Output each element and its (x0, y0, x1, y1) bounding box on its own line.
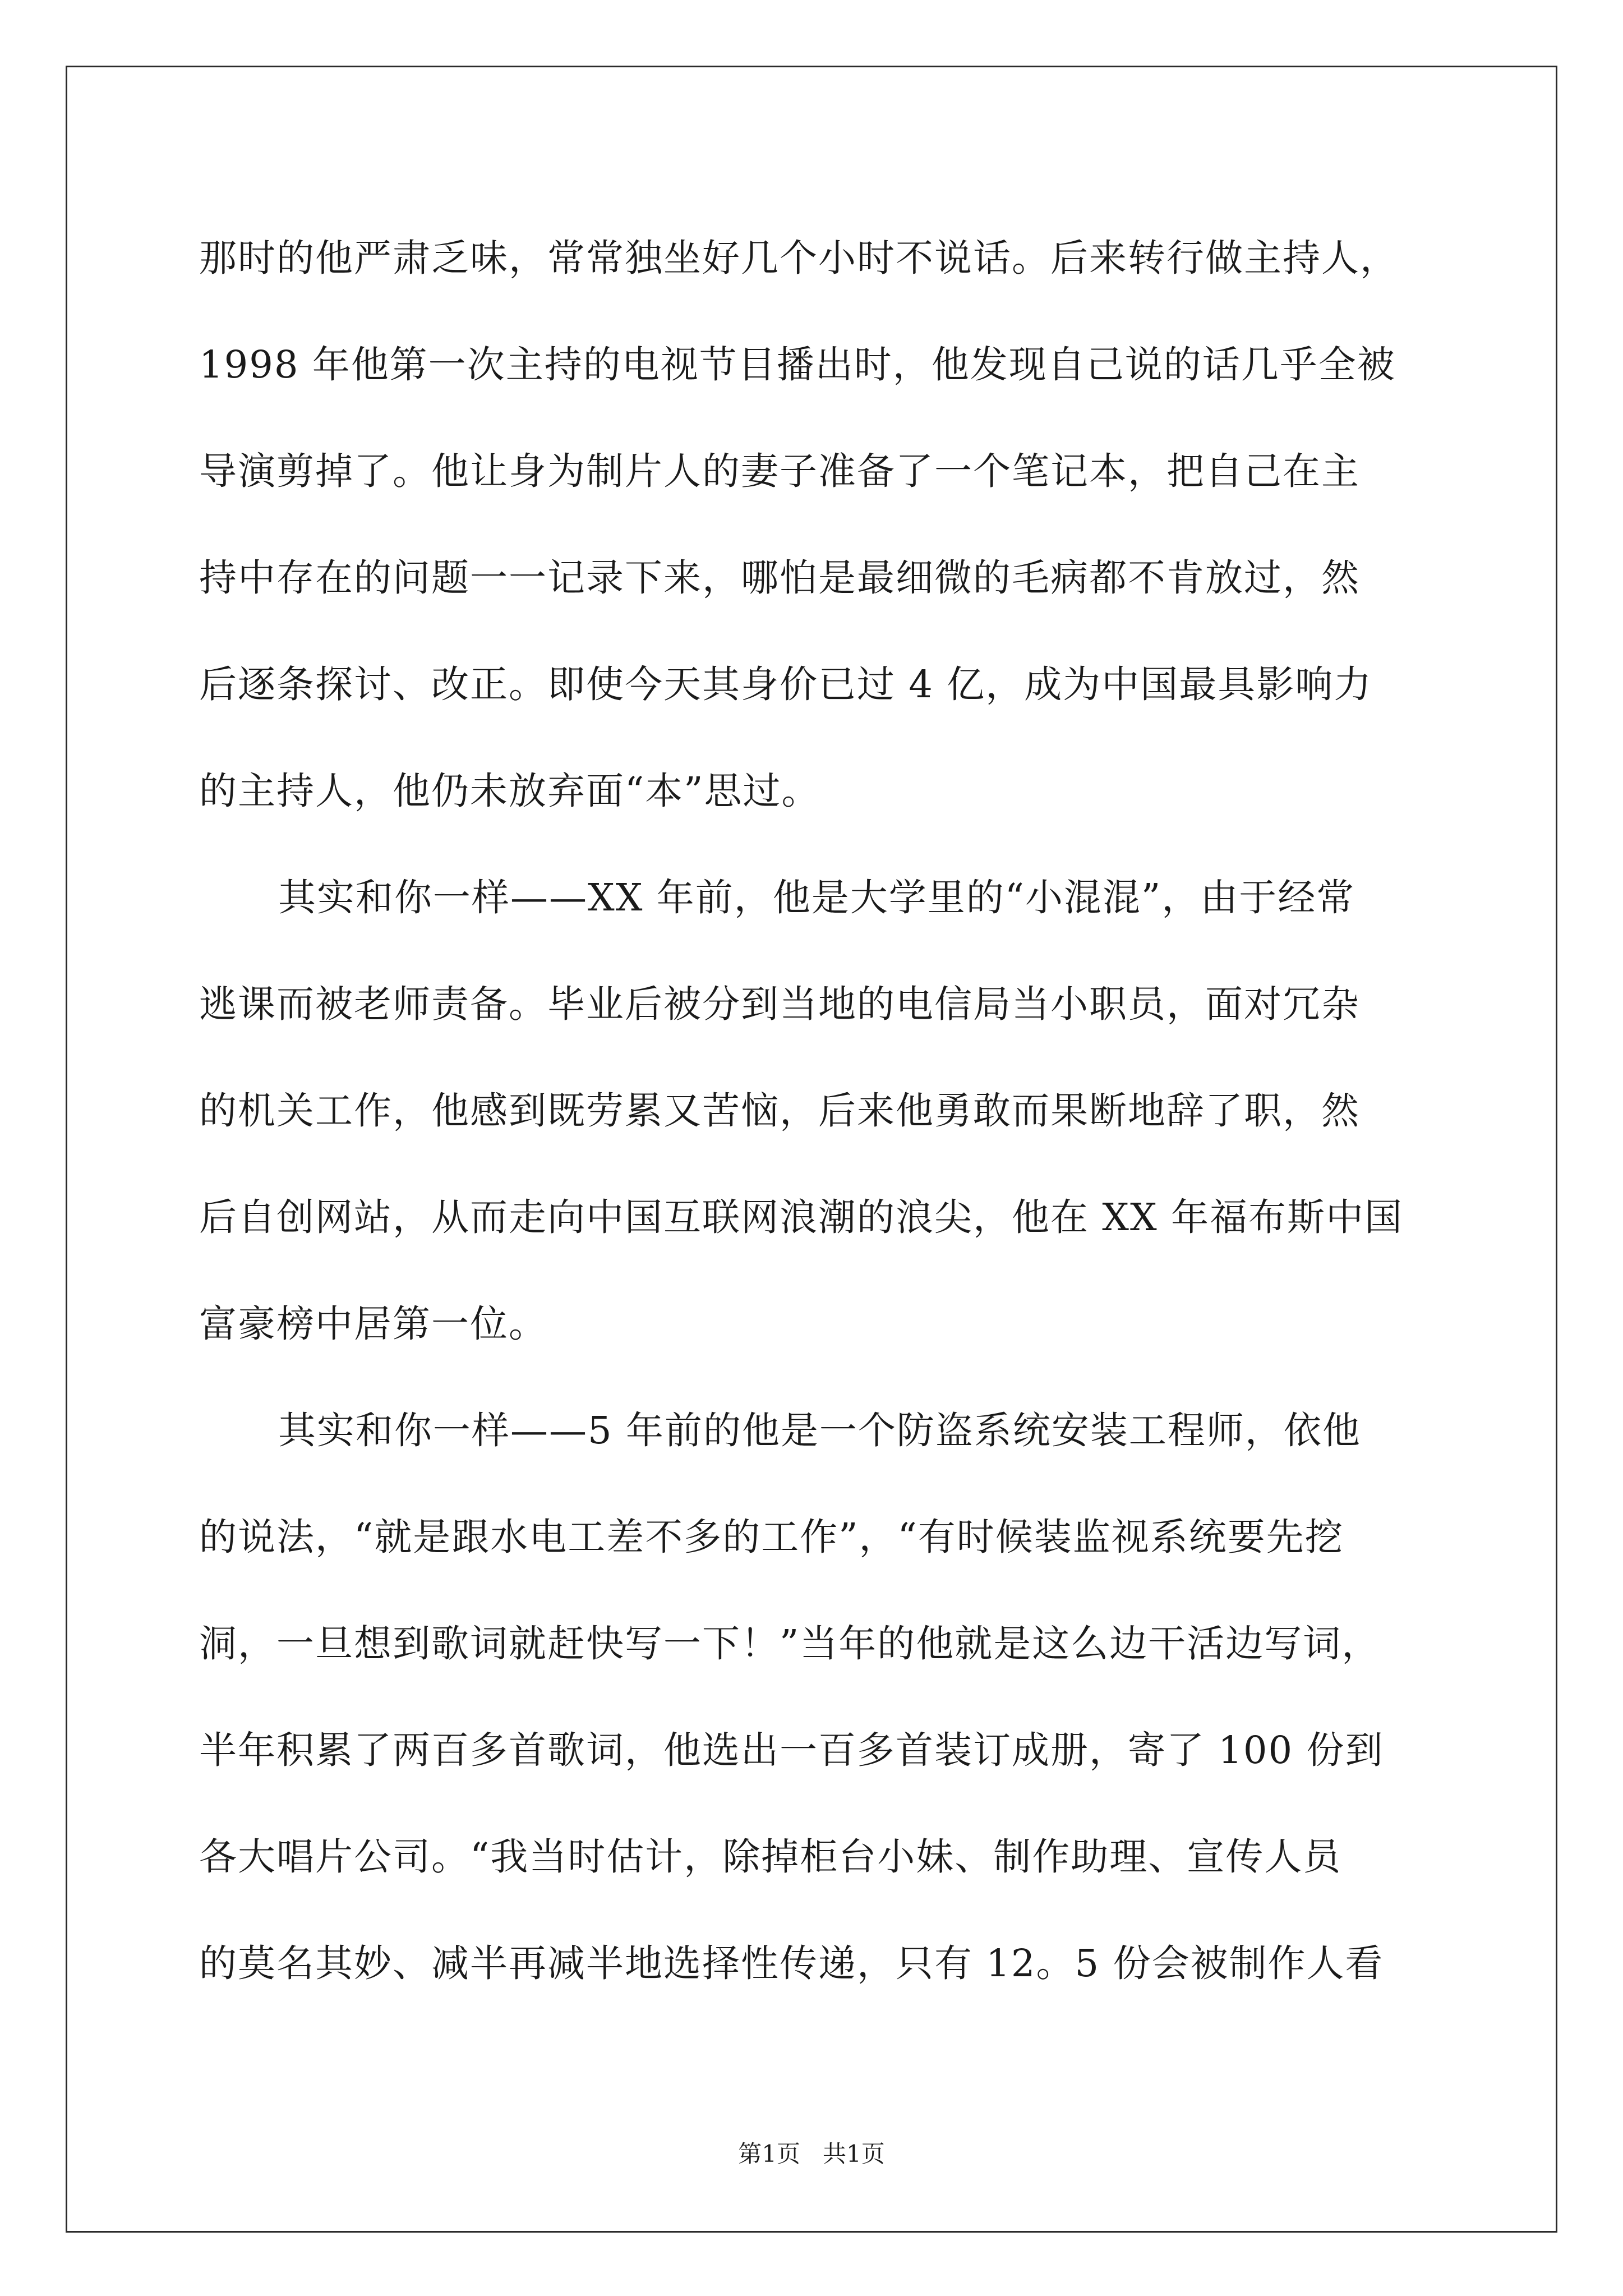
text-line: 后自创网站，从而走向中国互联网浪潮的浪尖，他在 XX 年福布斯中国 (199, 1195, 1403, 1239)
paragraph (199, 1377, 1422, 2017)
text-line: 富豪榜中居第一位。 (199, 1302, 547, 1346)
text-line: 逃课而被老师责备。毕业后被分到当地的电信局当小职员，面对冗杂 (199, 982, 1360, 1026)
text-line: 那时的他严肃乏味，常常独坐好几个小时不说话。后来转行做主持人， (199, 236, 1399, 280)
text-line: 洞，一旦想到歌词就赶快写一下！”当年的他就是这么边干活边写词， (199, 1622, 1381, 1665)
text-line: 的莫名其妙、减半再减半地选择性传递，只有 12。5 份会被制作人看 (199, 1941, 1384, 1985)
text-line: 导演剪掉了。他让身为制片人的妻子准备了一个笔记本，把自己在主 (199, 449, 1360, 493)
text-line: 其实和你一样——XX 年前，他是大学里的“小混混”，由于经常 (278, 876, 1355, 919)
page-footer: 第1页 共1页 (738, 2140, 885, 2168)
document-body (199, 205, 1422, 2017)
text-line: 1998 年他第一次主持的电视节目播出时，他发现自己说的话几乎全被 (199, 343, 1396, 386)
paragraph (199, 205, 1422, 844)
text-line: 的说法，“就是跟水电工差不多的工作”，“有时候装监视系统要先挖 (199, 1515, 1344, 1559)
text-line: 的主持人，他仍未放弃面“本”思过。 (199, 769, 820, 813)
text-line: 的机关工作，他感到既劳累又苦恼，后来他勇敢而果断地辞了职，然 (199, 1089, 1360, 1133)
text-line: 半年积累了两百多首歌词，他选出一百多首装订成册，寄了 100 份到 (199, 1728, 1384, 1772)
text-line: 持中存在的问题一一记录下来，哪怕是最细微的毛病都不肯放过，然 (199, 556, 1360, 600)
text-line: 各大唱片公司。“我当时估计，除掉柜台小妹、制作助理、宣传人员 (199, 1835, 1342, 1879)
text-line: 其实和你一样——5 年前的他是一个防盗系统安装工程师，依他 (278, 1409, 1361, 1452)
text-line: 后逐条探讨、改正。即使今天其身价已过 4 亿，成为中国最具影响力 (199, 662, 1373, 706)
paragraph (199, 844, 1422, 1377)
